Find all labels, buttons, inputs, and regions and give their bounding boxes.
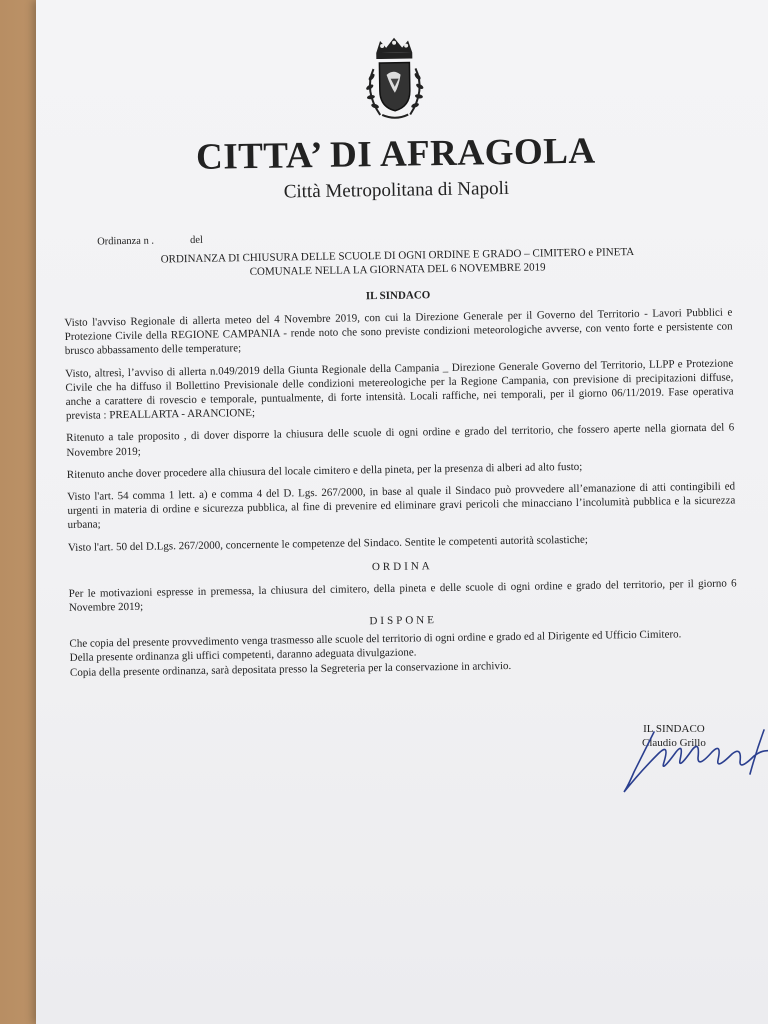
ordinanza-date-label: del [189,234,203,246]
city-subtitle: Città Metropolitana di Napoli [283,177,510,203]
signature-name: Claudio Grillo [642,737,706,749]
document-page [36,0,768,1024]
handwritten-signature-icon [614,712,768,802]
city-coat-of-arms-icon [349,34,440,127]
signature-role: IL SINDACO [643,723,705,735]
city-title: CITTA’ DI AFRAGOLA [195,130,596,178]
paragraph-art-50: Visto l'art. 50 del D.Lgs. 267/2000, concernente le competenze del Sindaco. Sentite le competenti autorità scolastiche; [67,533,589,554]
dispone-line-3: Copia della presente ordinanza, sarà depositata presso la Segreteria per la conservazione in archivio. [69,659,512,679]
document-content [60,30,738,680]
paragraph-avviso-regionale: Visto l'avviso Regionale di allerta meteo del 4 Novembre 2019, con cui la Direzione Generale per il Governo del Territorio - Lavori Pubblici e Protezione Civile della REGIONE CAMPANIA - rende noto che sono previste condizioni meteorologiche avverse, con vento forte e persistente con brusco abbassamento delle temperature; [64,306,733,358]
paragraph-avviso-allerta: Visto, altresì, l’avviso di allerta n.049/2019 della Giunta Regionale della Campania _ Direzione Generale Governo del Territorio, LLPP e Protezione Civile che ha diffuso il Bollettino Previsionale delle condizioni metereologiche per la Regione Campania, con previsione di precipitazioni diffuse, anche a carattere di rovescio e temporale, puntualmente, di forte intensità. Locali raffiche, nei temporali, per il giorno 06/11/2019. Fase operativa prevista : PREALLARTA - ARANCIONE; [65,357,734,423]
paragraph-chiusura-scuole: Ritenuto a tale proposito , di dover disporre la chiusura delle scuole di ogni ordine e grado del territorio, che fossero aperte nella giornata del 6 Novembre 2019; [66,421,735,459]
sindaco-heading: IL SINDACO [365,289,431,303]
paragraph-art-54: Visto l'art. 54 comma 1 lett. a) e comma 4 del D. Lgs. 267/2000, in base al quale il Sindaco può provvedere all’emanazione di atti contingibili ed urgenti in materia di ordine e sicurezza pubblica, al fine di prevenire ed eliminare gravi pericoli che minacciano l’incolumità pubblica e la sicurezza urbana; [67,480,736,532]
ordinanza-title-line1: ORDINANZA DI CHIUSURA DELLE SCUOLE DI OGNI ORDINE E GRADO – CIMITERO e PINETA [160,246,635,266]
ordinanza-number-label: Ordinanza n . [97,235,155,248]
dispone-line-1: Che copia del presente provvedimento venga trasmesso alle scuole del territorio di ogni ordine e grado ed al Dirigente ed Ufficio Cimitero. [69,628,682,651]
ordina-text: Per le motivazioni espresse in premessa, la chiusura del cimitero, della pineta e delle scuole di ogni ordine e grado del territorio, per il giorno 6 Novembre 2019; [68,577,737,614]
dispone-line-2: Della presente ordinanza gli uffici competenti, daranno adeguata divulgazione. [69,646,417,665]
ordina-heading: ORDINA [371,560,433,574]
paragraph-chiusura-cimitero: Ritenuto anche dover procedere alla chiusura del locale cimitero e della pineta, per la presenza di alberi ad alto fusto; [66,460,583,481]
ordinanza-title-line2: COMUNALE NELLA LA GIORNATA DEL 6 NOVEMBRE 2019 [249,261,546,279]
dispone-heading: DISPONE [369,614,437,628]
